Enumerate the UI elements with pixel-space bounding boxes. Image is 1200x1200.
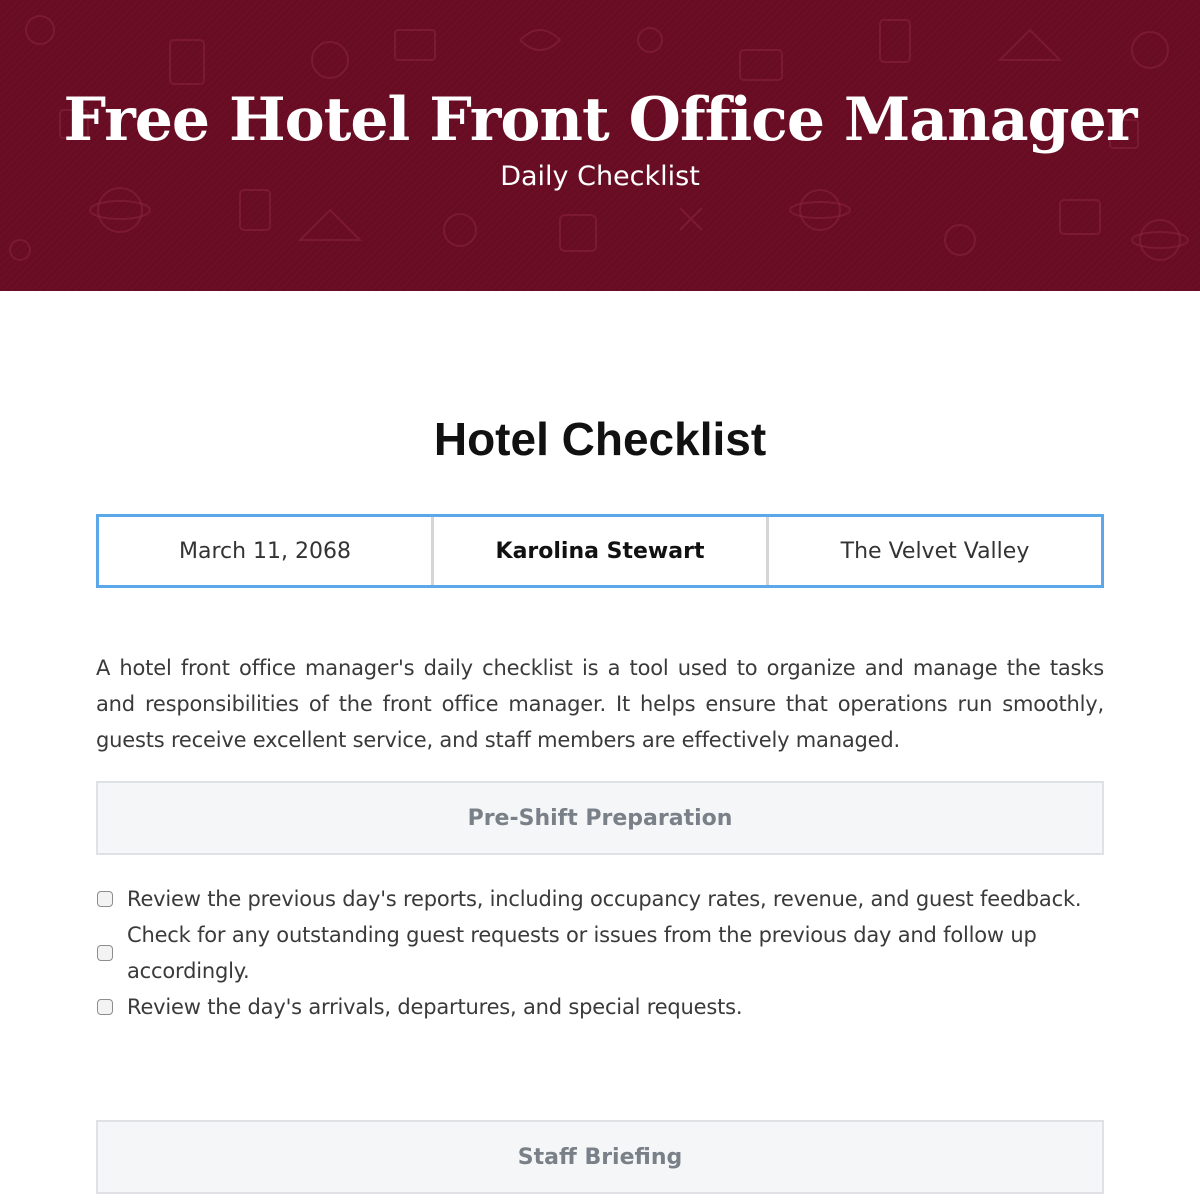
checkbox[interactable] <box>97 945 113 961</box>
checklist-item-label: Review the day's arrivals, departures, and special requests. <box>127 995 743 1019</box>
info-date: March 11, 2068 <box>178 538 352 564</box>
info-hotel: The Velvet Valley <box>766 517 1101 585</box>
checklist-item <box>96 917 1104 989</box>
document-subtitle: Daily Checklist <box>500 161 700 192</box>
section-header-staff-briefing: Staff Briefing <box>96 1120 1104 1194</box>
checkbox[interactable] <box>97 999 113 1015</box>
checklist-item <box>96 881 1104 917</box>
intro-paragraph: A hotel front office manager's daily checklist is a tool used to organize and manage the tasks and responsibilities of the front office manager. It helps ensure that operations run smoothly, guests receive excellent service, and staff members are effectively managed. <box>96 656 1104 752</box>
page-title: Hotel Checklist <box>433 413 767 465</box>
info-manager: Karolina Stewart <box>431 517 766 585</box>
checklist-item-label: Check for any outstanding guest requests or issues from the previous day and follow up accordingly. <box>127 923 1037 983</box>
checklist-pre-shift <box>96 881 1104 1025</box>
section-header-pre-shift: Pre-Shift Preparation <box>96 781 1104 855</box>
checkbox[interactable] <box>97 891 113 907</box>
checklist-item-label: Review the previous day's reports, including occupancy rates, revenue, and guest feedback. <box>127 887 1082 911</box>
checklist-item <box>96 989 1104 1025</box>
document-title: Free Hotel Front Office Manager <box>63 85 1137 155</box>
header-banner <box>0 0 1200 291</box>
info-table <box>96 514 1104 588</box>
